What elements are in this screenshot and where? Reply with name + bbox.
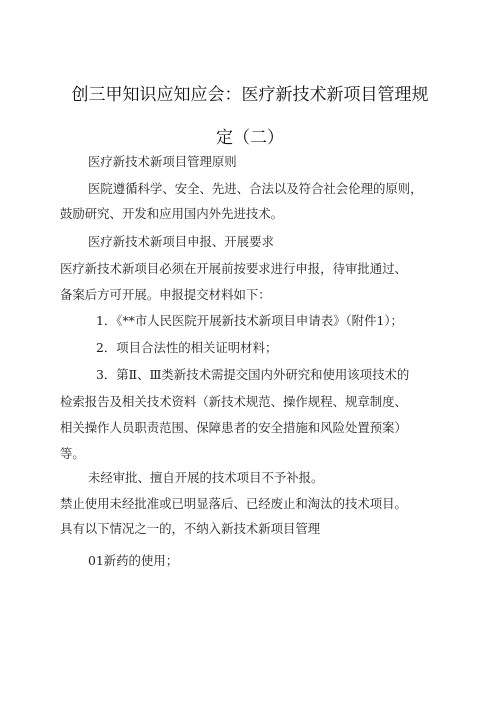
paragraph-line: 未经审批、擅自开展的技术项目不予补报。	[88, 470, 324, 485]
paragraph-line: 等。	[60, 446, 85, 461]
document-title-line-1: 创三甲知识应知应会：医疗新技术新项目管理规	[71, 85, 429, 105]
paragraph-line: 医疗新技术新项目必须在开展前按要求进行申报，待审批通过、	[60, 261, 407, 276]
list-item: 3．第Ⅱ、Ⅲ类新技术需提交国内外研究和使用该项技术的	[96, 367, 410, 382]
list-item: 01新药的使用；	[88, 553, 179, 568]
section-heading-principles: 医疗新技术新项目管理原则	[88, 154, 237, 169]
section-heading-requirements: 医疗新技术新项目申报、开展要求	[88, 234, 274, 249]
paragraph-line: 检索报告及相关技术资料（新技术规范、操作规程、规章制度、	[60, 394, 407, 409]
paragraph-line: 具有以下情况之一的，不纳入新技术新项目管理	[60, 521, 321, 536]
paragraph-line: 相关操作人员职责范围、保障患者的安全措施和风险处置预案）	[60, 420, 407, 435]
list-item: 2．项目合法性的相关证明材料；	[96, 340, 278, 355]
paragraph-line: 鼓励研究、开发和应用国内外先进技术。	[60, 206, 284, 221]
paragraph-line: 备案后方可开展。申报提交材料如下：	[60, 287, 271, 302]
document-title-line-2: 定（二）	[216, 128, 284, 148]
paragraph-line: 医院遵循科学、安全、先进、合法以及符合社会伦理的原则，	[88, 181, 423, 196]
paragraph-line: 禁止使用未经批准或已明显落后、已经废止和淘汰的技术项目。	[60, 496, 407, 511]
list-item: 1．《**市人民医院开展新技术新项目申请表》（附件1）；	[96, 313, 403, 328]
